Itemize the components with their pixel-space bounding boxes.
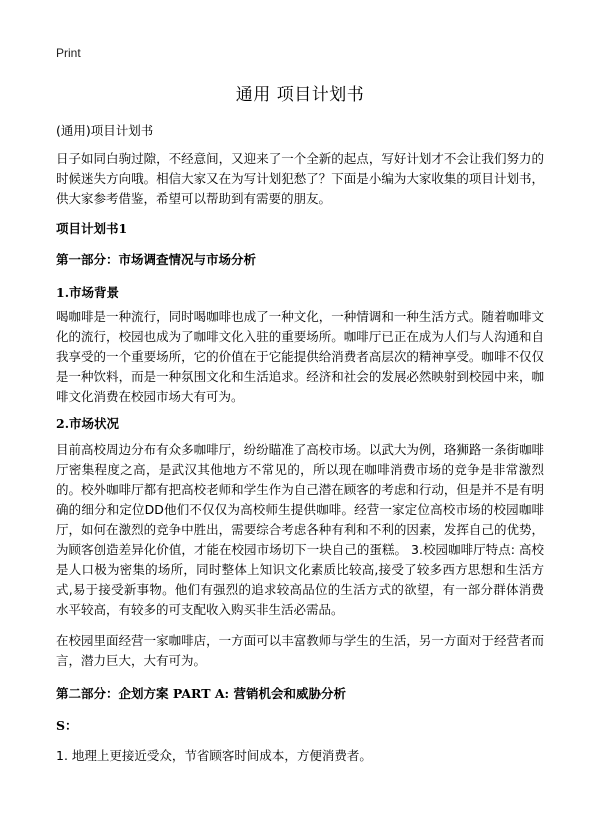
operation-paragraph: 在校园里面经营一家咖啡店，一方面可以丰富教师与学生的生活，另一方面对于经营者而言，潜力巨大，大有可为。 xyxy=(56,633,544,668)
item1-block xyxy=(56,746,544,766)
intro-paragraph-block xyxy=(56,149,544,209)
market-status-paragraph: 目前高校周边分布有众多咖啡厅，纷纷瞄准了高校市场。以武大为例，珞狮路一条街咖啡厅密集程度之高，是武汉其他地方不常见的，所以现在咖啡消费市场的竞争是非常激烈的。校外咖啡厅都有把高校老师和学生作为自己潜在顾客的考虑和行动，但是并不是有明确的细分和定位DD他们不仅仅为高校师生提供咖啡。经营一家定位高校市场的校园咖啡厅，如何在激烈的竞争中胜出，需要综合考虑各种有利和不利的因素，发挥自己的优势，为顾客创造差异化价值，才能在校园市场切下一块自己的蛋糕。 3.校园咖啡厅特点: 高校是人口极为密集的场所，同时整体上知识文化素质比较高,接受了较多西方思想和生活方式,易于接受新事物。他们有强烈的追求较高品位的生活方式的欲望，有一部分群体消费水平较高，有较多的可支配收入购买非生活必需品。 xyxy=(56,442,544,617)
print-label[interactable]: Print xyxy=(56,46,81,60)
market-status-block xyxy=(56,440,544,620)
list-item: 1. 地理上更接近受众，节省顾客时间成本，方便消费者。 xyxy=(56,748,372,763)
part2-title: 第二部分：企划方案 PART A: 营销机会和威胁分析 xyxy=(56,686,347,701)
market-background-block xyxy=(56,307,544,407)
part1-title: 第一部分：市场调查情况与市场分析 xyxy=(56,252,257,267)
market-background-paragraph: 喝咖啡是一种流行，同时喝咖啡也成了一种文化，一种情调和一种生活方式。随着咖啡文化的流行，校园也成为了咖啡文化入驻的重要场所。咖啡厅已正在成为人们与人沟通和自我享受的一个重要场所，它的价值在于它能提供给消费者高层次的精神享受。咖啡不仅仅是一种饮料，而是一种氛围文化和生活追求。经济和社会的发展必然映射到校园中来，咖啡文化消费在校园市场大有可为。 xyxy=(56,309,544,404)
intro-paragraph: 日子如同白驹过隙，不经意间，又迎来了一个全新的起点，写好计划才不会让我们努力的时候迷失方向哦。相信大家又在为写计划犯愁了？下面是小编为大家收集的项目计划书，供大家参考借鉴，希望可以帮助到有需要的朋友。 xyxy=(56,151,544,206)
document-subtitle: (通用)项目计划书 xyxy=(56,123,154,138)
document-title: 通用 项目计划书 xyxy=(235,85,365,105)
operation-block xyxy=(56,631,544,671)
section1-title: 项目计划书1 xyxy=(56,221,128,236)
market-status-heading: 2.市场状况 xyxy=(56,416,120,431)
s-label: S： xyxy=(56,718,78,733)
market-background-heading: 1.市场背景 xyxy=(56,285,120,300)
